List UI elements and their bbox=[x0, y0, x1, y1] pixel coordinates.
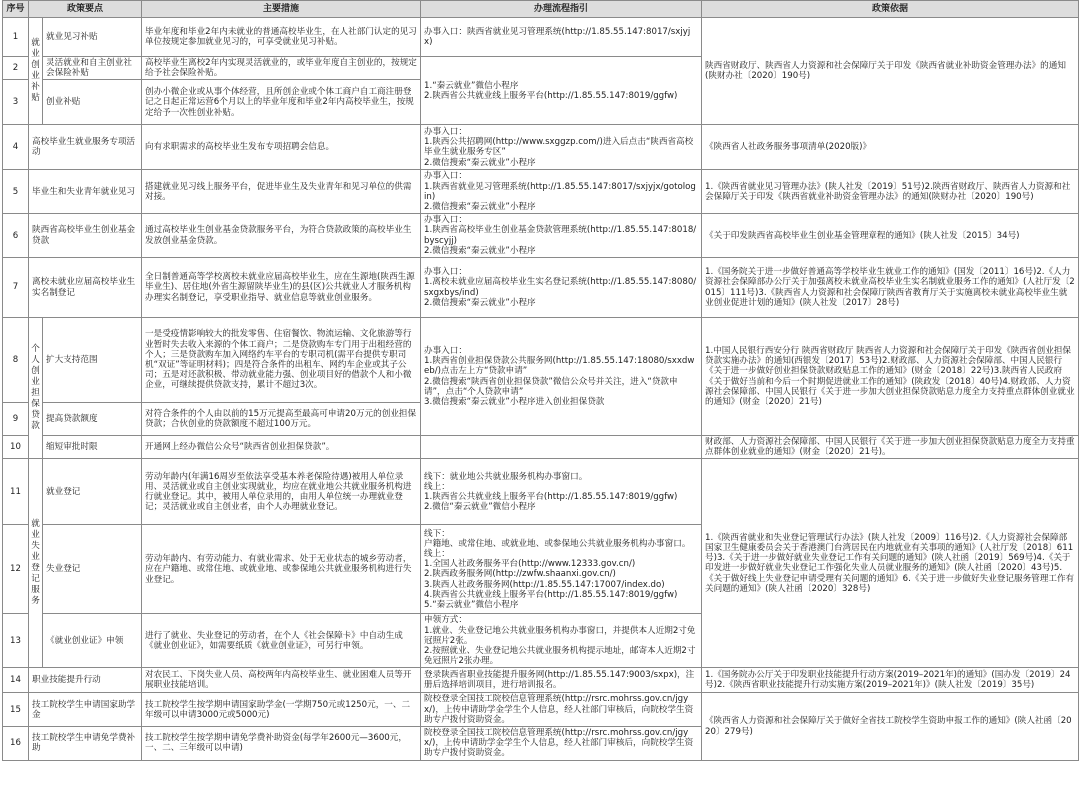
flow-line: 3.微信搜索“秦云就业”小程序进入创业担保贷款 bbox=[424, 396, 605, 407]
flow-line: 1.陕西省高校毕业生创业基金贷款管理系统(http://1.85.55.147:8018/byscyjj) bbox=[424, 225, 697, 246]
policy-point: 毕业生和失业青年就业见习 bbox=[29, 170, 142, 214]
group-char: 创 bbox=[31, 60, 40, 71]
policy-flow bbox=[421, 258, 702, 318]
policy-flow bbox=[421, 214, 702, 258]
flow-line: 院校登录全国技工院校信息管理系统(http://rsrc.mohrss.gov.cn/jgyx/)，上传申请助学金学生个人信息，经人社部门审核后，向院校学生资助专户拨付资助资金。 bbox=[424, 694, 694, 725]
group-char: 服 bbox=[31, 585, 40, 596]
policy-measure: 全日制普通高等学校离校未就业应届高校毕业生，应在生源地(陕西生源毕业生)、居住地(外省生源留陕毕业生)的县(区)公共就业人才服务机构办理实名制登记，享受职业指导、就业信息等就业创业服务。 bbox=[142, 258, 421, 318]
table-row bbox=[3, 436, 1079, 459]
policy-flow bbox=[421, 436, 702, 459]
flow-line: 2.微信搜索“秦云就业”小程序 bbox=[424, 202, 536, 213]
group-char: 记 bbox=[31, 574, 40, 585]
flow-line: 2.微信搜索“秦云就业”小程序 bbox=[424, 297, 536, 308]
table-row bbox=[3, 318, 1079, 403]
flow-line: 线下：就业地公共就业服务机构办事窗口。 bbox=[424, 471, 588, 482]
policy-point: 就业见习补贴 bbox=[43, 18, 142, 57]
flow-line: 1.离校未就业应届高校毕业生实名登记系统(http://1.85.55.147:8080/sxgxbys/ind) bbox=[424, 277, 697, 298]
policy-point: 职业技能提升行动 bbox=[29, 668, 142, 693]
flow-line: 户籍地、或常住地、或就业地、或参保地公共就业服务机构办事窗口。 bbox=[424, 538, 691, 549]
flow-line: 办事入口： bbox=[424, 171, 467, 182]
policy-flow bbox=[421, 125, 702, 170]
policy-basis: 1.《国务院关于进一步做好普通高等学校毕业生就业工作的通知》(国发〔2011〕16号)2.《人力资源社会保障部办公厅关于加强离校未就业高校毕业生实名制就业服务工作的通知》(人社厅发〔2015〕111号)3.《陕西省人力资源和社会保障厅陕西省教育厅关于实施离校未就业高校毕业生就业创业促进计划的通知》(陕人社发〔2017〕28号) bbox=[702, 258, 1079, 318]
policy-point: 缩短审批时限 bbox=[43, 436, 142, 459]
table-row bbox=[3, 214, 1079, 258]
table-row bbox=[3, 258, 1079, 318]
policy-basis: 1.《陕西省就业见习管理办法》(陕人社发〔2019〕51号)2.陕西省财政厅、陕西省人力资源和社会保障厅关于印发《陕西省就业补助资金管理办法》的通知(陕财办社〔2020〕190号) bbox=[702, 170, 1079, 214]
policy-measure: 高校毕业生离校2年内实现灵活就业的，或毕业年度自主创业的，按规定给予社会保险补贴。 bbox=[142, 57, 421, 80]
policy-measure: 毕业年度和毕业2年内未就业的普通高校毕业生，在人社部门认定的见习单位按规定参加就业见习的，可享受就业见习补贴。 bbox=[142, 18, 421, 57]
policy-table bbox=[2, 0, 1079, 761]
policy-measure: 劳动年龄内、有劳动能力、有就业需求、处于无业状态的城乡劳动者，应在户籍地、或常住地、或就业地、或参保地公共就业服务机构进行失业登记。 bbox=[142, 525, 421, 614]
group-text bbox=[29, 344, 42, 432]
policy-point: 离校未就业应届高校毕业生实名制登记 bbox=[29, 258, 142, 318]
policy-point: 高校毕业生就业服务专项活动 bbox=[29, 125, 142, 170]
policy-point: 灵活就业和自主创业社会保险补贴 bbox=[43, 57, 142, 80]
table-row bbox=[3, 18, 1079, 57]
flow-line: 院校登录全国技工院校信息管理系统(http://rsrc.mohrss.gov.cn/jgyx/)，上传申请助学金学生个人信息，经人社部门审核后，向院校学生资助专户拨付资助资金。 bbox=[424, 728, 694, 759]
header-basis: 政策依据 bbox=[702, 1, 1079, 18]
row-num: 6 bbox=[3, 214, 29, 258]
flow-line: 线下： bbox=[424, 528, 450, 539]
policy-flow bbox=[421, 614, 702, 668]
flow-line: 1.陕西省就业见习管理系统(http://1.85.55.147:8017/sxjyjx/gotologin) bbox=[424, 181, 696, 202]
group-char: 务 bbox=[31, 596, 40, 607]
policy-measure: 开通网上经办微信公众号“陕西省创业担保贷款”。 bbox=[142, 436, 421, 459]
flow-line: 1.陕西省公共就业线上服务平台(http://1.85.55.147:8019/ggfw) bbox=[424, 491, 678, 502]
group-char: 失 bbox=[31, 541, 40, 552]
policy-flow bbox=[421, 170, 702, 214]
policy-basis: 《陕西省人力资源和社会保障厅关于做好全省技工院校学生资助申报工作的通知》(陕人社函〔2020〕279号) bbox=[702, 693, 1079, 760]
policy-flow bbox=[421, 459, 702, 525]
policy-measure: 进行了就业、失业登记的劳动者，在个人《社会保障卡》中自动生成《就业创业证》，如需要纸质《就业创业证》，可另行申领。 bbox=[142, 614, 421, 668]
policy-point: 创业补贴 bbox=[43, 80, 142, 125]
policy-basis: 1.《国务院办公厅关于印发职业技能提升行动方案(2019–2021年)的通知》(国办发〔2019〕24号)2.《陕西省职业技能提升行动实施方案(2019–2021年)》(陕人社发〔2019〕35号) bbox=[702, 668, 1079, 693]
group-char: 创 bbox=[31, 366, 40, 377]
row-num: 11 bbox=[3, 459, 29, 525]
flow-line: 办事入口：陕西省就业见习管理系统(http://1.85.55.147:8017/sxjyjx) bbox=[424, 26, 691, 47]
flow-line: 2.陕西省公共就业线上服务平台(http://1.85.55.147:8019/ggfw) bbox=[424, 90, 678, 101]
flow-line: 2.微信“秦云就业”微信小程序 bbox=[424, 502, 536, 513]
flow-line: 申领方式： bbox=[424, 615, 467, 626]
group-char: 贴 bbox=[31, 93, 40, 104]
group-char: 个 bbox=[31, 344, 40, 355]
policy-point: 陕西省高校毕业生创业基金贷款 bbox=[29, 214, 142, 258]
policy-measure: 创办小微企业或从事个体经营，且所创企业或个体工商户自工商注册登记之日起正常运营6个月以上的毕业年度和毕业2年内高校毕业生，按规定给予一次性创业补贴。 bbox=[142, 80, 421, 125]
header-point: 政策要点 bbox=[29, 1, 142, 18]
row-num: 13 bbox=[3, 614, 29, 668]
policy-point: 技工院校学生申请国家助学金 bbox=[29, 693, 142, 727]
group-char: 款 bbox=[31, 421, 40, 432]
row-num: 15 bbox=[3, 693, 29, 727]
flow-line: 2.按照就业、失业登记地公共就业服务机构提示地址，邮寄本人近期2寸免冠照片2张办理。 bbox=[424, 646, 696, 667]
policy-point: 扩大支持范围 bbox=[43, 318, 142, 403]
header-flow: 办理流程指引 bbox=[421, 1, 702, 18]
flow-line: 2.微信搜索“陕西省创业担保贷款”微信公众号并关注，进入“贷款申请”，点击“个人贷款申请” bbox=[424, 376, 678, 397]
policy-basis: 《陕西省人社政务服务事项清单(2020版)》 bbox=[702, 125, 1079, 170]
policy-flow bbox=[421, 693, 702, 727]
group-char: 就 bbox=[31, 519, 40, 530]
policy-basis: 财政部、人力资源社会保障部、中国人民银行《关于进一步加大创业担保贷款贴息力度全力支持重点群体创业就业的通知》(财金〔2020〕21号)。 bbox=[702, 436, 1079, 459]
row-num: 8 bbox=[3, 318, 29, 403]
group-char: 补 bbox=[31, 82, 40, 93]
group-label-registration bbox=[29, 459, 43, 668]
group-char: 就 bbox=[31, 38, 40, 49]
policy-point: 提高贷款额度 bbox=[43, 403, 142, 436]
policy-flow bbox=[421, 727, 702, 761]
flow-line: 线上： bbox=[424, 481, 450, 492]
flow-line: 办事入口： bbox=[424, 127, 467, 137]
flow-line: 1.全国人社政务服务平台(http://www.12333.gov.cn/) bbox=[424, 559, 636, 570]
group-char: 人 bbox=[31, 355, 40, 366]
row-num: 16 bbox=[3, 727, 29, 761]
policy-measure: 通过高校毕业生创业基金贷款服务平台，为符合贷款政策的高校毕业生发放创业基金贷款。 bbox=[142, 214, 421, 258]
group-label-loan bbox=[29, 318, 43, 459]
flow-line: 登录陕西省职业技能提升服务网(http://1.85.55.147:9003/sxpx)，注册后选择培训项目，进行培训报名。 bbox=[424, 670, 695, 691]
policy-flow bbox=[421, 57, 702, 125]
flow-line: 1.就业、失业登记地公共就业服务机构办事窗口，并提供本人近期2寸免冠照片2张。 bbox=[424, 625, 696, 646]
policy-measure: 技工院校学生按学期申请免学费补助资金(每学年2600元—3600元，一、二、三年级可以申请) bbox=[142, 727, 421, 761]
flow-line: 2.微信搜索“秦云就业”小程序 bbox=[424, 245, 536, 256]
policy-basis: 1.《陕西省就业和失业登记管理试行办法》(陕人社发〔2009〕116号)2.《人力资源社会保障部 国家卫生健康委员会关于香港澳门台湾居民在内地就业有关事项的通知》(人社厅发〔2018〕611号)3.《关于进一步做好就业失业登记工作有关问题的通知》(陕人社函〔2019〕569号)4.《关于印发进一步做好就业失业登记工作强化失业人员就业服务的通知》(陕人社函〔2020〕43号)5.《关于做好线上失业登记申请受理有关问题的通知》6.《关于进一步做好失业登记服务管理工作有关问题的通知》(陕人社函〔2020〕328号) bbox=[702, 459, 1079, 668]
group-char: 登 bbox=[31, 563, 40, 574]
table-row bbox=[3, 170, 1079, 214]
policy-measure: 一是受疫情影响较大的批发零售、住宿餐饮、物流运输、文化旅游等行业暂时失去收入来源的个体工商户；二是贷款购车专门用于出租经营的个人；三是贷款购车加入网络约车平台的专职司机(需平台提供专职司机“双证”等证明材料)；四是符合条件的出租车、网约车企业或其子公司；五是对还款积极、带动就业能力强、创业项目好的借款个人和小微企业，可继续提供贷款支持，累计不超过3次。 bbox=[142, 318, 421, 403]
policy-flow bbox=[421, 668, 702, 693]
flow-line: 1.陕西省创业担保贷款公共服务网(http://1.85.55.147:18080/sxxdweb/)点击左上方“贷款申请” bbox=[424, 356, 695, 377]
flow-line: 3.陕西人社政务服务网(http://1.85.55.147:17007/index.do) bbox=[424, 579, 665, 590]
group-text bbox=[29, 519, 42, 607]
flow-line: 办事入口： bbox=[424, 215, 467, 226]
group-char: 担 bbox=[31, 388, 40, 399]
policy-basis: 《关于印发陕西省高校毕业生创业基金管理章程的通知》(陕人社发〔2015〕34号) bbox=[702, 214, 1079, 258]
policy-basis: 陕西省财政厅、陕西省人力资源和社会保障厅关于印发《陕西省就业补助资金管理办法》的通知(陕财办社〔2020〕190号) bbox=[702, 18, 1079, 125]
policy-basis: 1.中国人民银行西安分行 陕西省财政厅 陕西省人力资源和社会保障厅关于印发《陕西省创业担保贷款实施办法》的通知(西银发〔2017〕53号)2.财政部、人力资源社会保障部、中国人民银行《关于进一步做好创业担保贷款财政贴息工作的通知》(财金〔2018〕22号)3.陕西省人民政府《关于做好当前和今后一个时期促进就业工作的通知》(陕政发〔2018〕40号)4.财政部、人力资源社会保障部、中国人民银行《关于进一步加大创业担保贷款贴息力度全力支持重点群体创业就业的通知》(财金〔2020〕21号) bbox=[702, 318, 1079, 436]
header-row bbox=[3, 1, 1079, 18]
policy-flow bbox=[421, 318, 702, 436]
table-row bbox=[3, 125, 1079, 170]
row-num: 10 bbox=[3, 436, 29, 459]
policy-flow bbox=[421, 18, 702, 57]
row-num: 7 bbox=[3, 258, 29, 318]
flow-line: 1.陕西公共招聘网(http://www.sxggzp.com/)进入后点击“陕西省高校毕业生就业服务专区” bbox=[424, 137, 694, 158]
group-char: 业 bbox=[31, 49, 40, 60]
row-num: 1 bbox=[3, 18, 29, 57]
policy-measure: 劳动年龄内(年满16周岁至依法享受基本养老保险待遇)被用人单位录用、灵活就业或自主创业实现就业，均应在就业地公共就业服务机构进行就业登记。其中，被用人单位录用的，由用人单位统一办理就业登记；灵活就业或自主创业者，由个人办理就业登记。 bbox=[142, 459, 421, 525]
group-text bbox=[29, 38, 42, 104]
group-char: 业 bbox=[31, 530, 40, 541]
policy-point: 《就业创业证》申领 bbox=[43, 614, 142, 668]
header-measure: 主要措施 bbox=[142, 1, 421, 18]
group-char: 业 bbox=[31, 552, 40, 563]
flow-line: 4.陕西省公共就业线上服务平台(http://1.85.55.147:8019/ggfw) bbox=[424, 589, 678, 600]
group-char: 业 bbox=[31, 71, 40, 82]
group-label-subsidy bbox=[29, 18, 43, 125]
row-num: 14 bbox=[3, 668, 29, 693]
table-row bbox=[3, 668, 1079, 693]
table-row bbox=[3, 693, 1079, 727]
group-char: 贷 bbox=[31, 410, 40, 421]
row-num: 9 bbox=[3, 403, 29, 436]
row-num: 5 bbox=[3, 170, 29, 214]
row-num: 12 bbox=[3, 525, 29, 614]
flow-line: 5.“秦云就业”微信小程序 bbox=[424, 600, 519, 611]
row-num: 3 bbox=[3, 80, 29, 125]
policy-flow bbox=[421, 525, 702, 614]
flow-line: 办事入口： bbox=[424, 267, 467, 278]
row-num: 2 bbox=[3, 57, 29, 80]
policy-measure: 向有求职需求的高校毕业生发布专项招聘会信息。 bbox=[142, 125, 421, 170]
policy-point: 失业登记 bbox=[43, 525, 142, 614]
flow-line: 线上： bbox=[424, 549, 450, 560]
policy-point: 技工院校学生申请免学费补助 bbox=[29, 727, 142, 761]
policy-measure: 搭建就业见习线上服务平台，促进毕业生及失业青年和见习单位的供需对接。 bbox=[142, 170, 421, 214]
group-char: 业 bbox=[31, 377, 40, 388]
row-num: 4 bbox=[3, 125, 29, 170]
flow-line: 办事入口： bbox=[424, 345, 467, 356]
policy-measure: 对农民工、下岗失业人员、高校两年内高校毕业生、就业困难人员等开展职业技能培训。 bbox=[142, 668, 421, 693]
table-row bbox=[3, 459, 1079, 525]
policy-measure: 技工院校学生按学期申请国家助学金(一学期750元或1250元，一、二年级可以申请3000元或5000元) bbox=[142, 693, 421, 727]
flow-line: 1.“秦云就业”微信小程序 bbox=[424, 80, 519, 91]
flow-line: 2.微信搜索“秦云就业”小程序 bbox=[424, 157, 536, 168]
flow-line: 2.陕西政务服务网(http://zwfw.shaanxi.gov.cn/) bbox=[424, 569, 616, 580]
group-char: 保 bbox=[31, 399, 40, 410]
policy-measure: 对符合条件的个人由以前的15万元提高至最高可申请20万元的创业担保贷款；合伙创业的贷款额度不超过100万元。 bbox=[142, 403, 421, 436]
header-num: 序号 bbox=[3, 1, 29, 18]
policy-point: 就业登记 bbox=[43, 459, 142, 525]
